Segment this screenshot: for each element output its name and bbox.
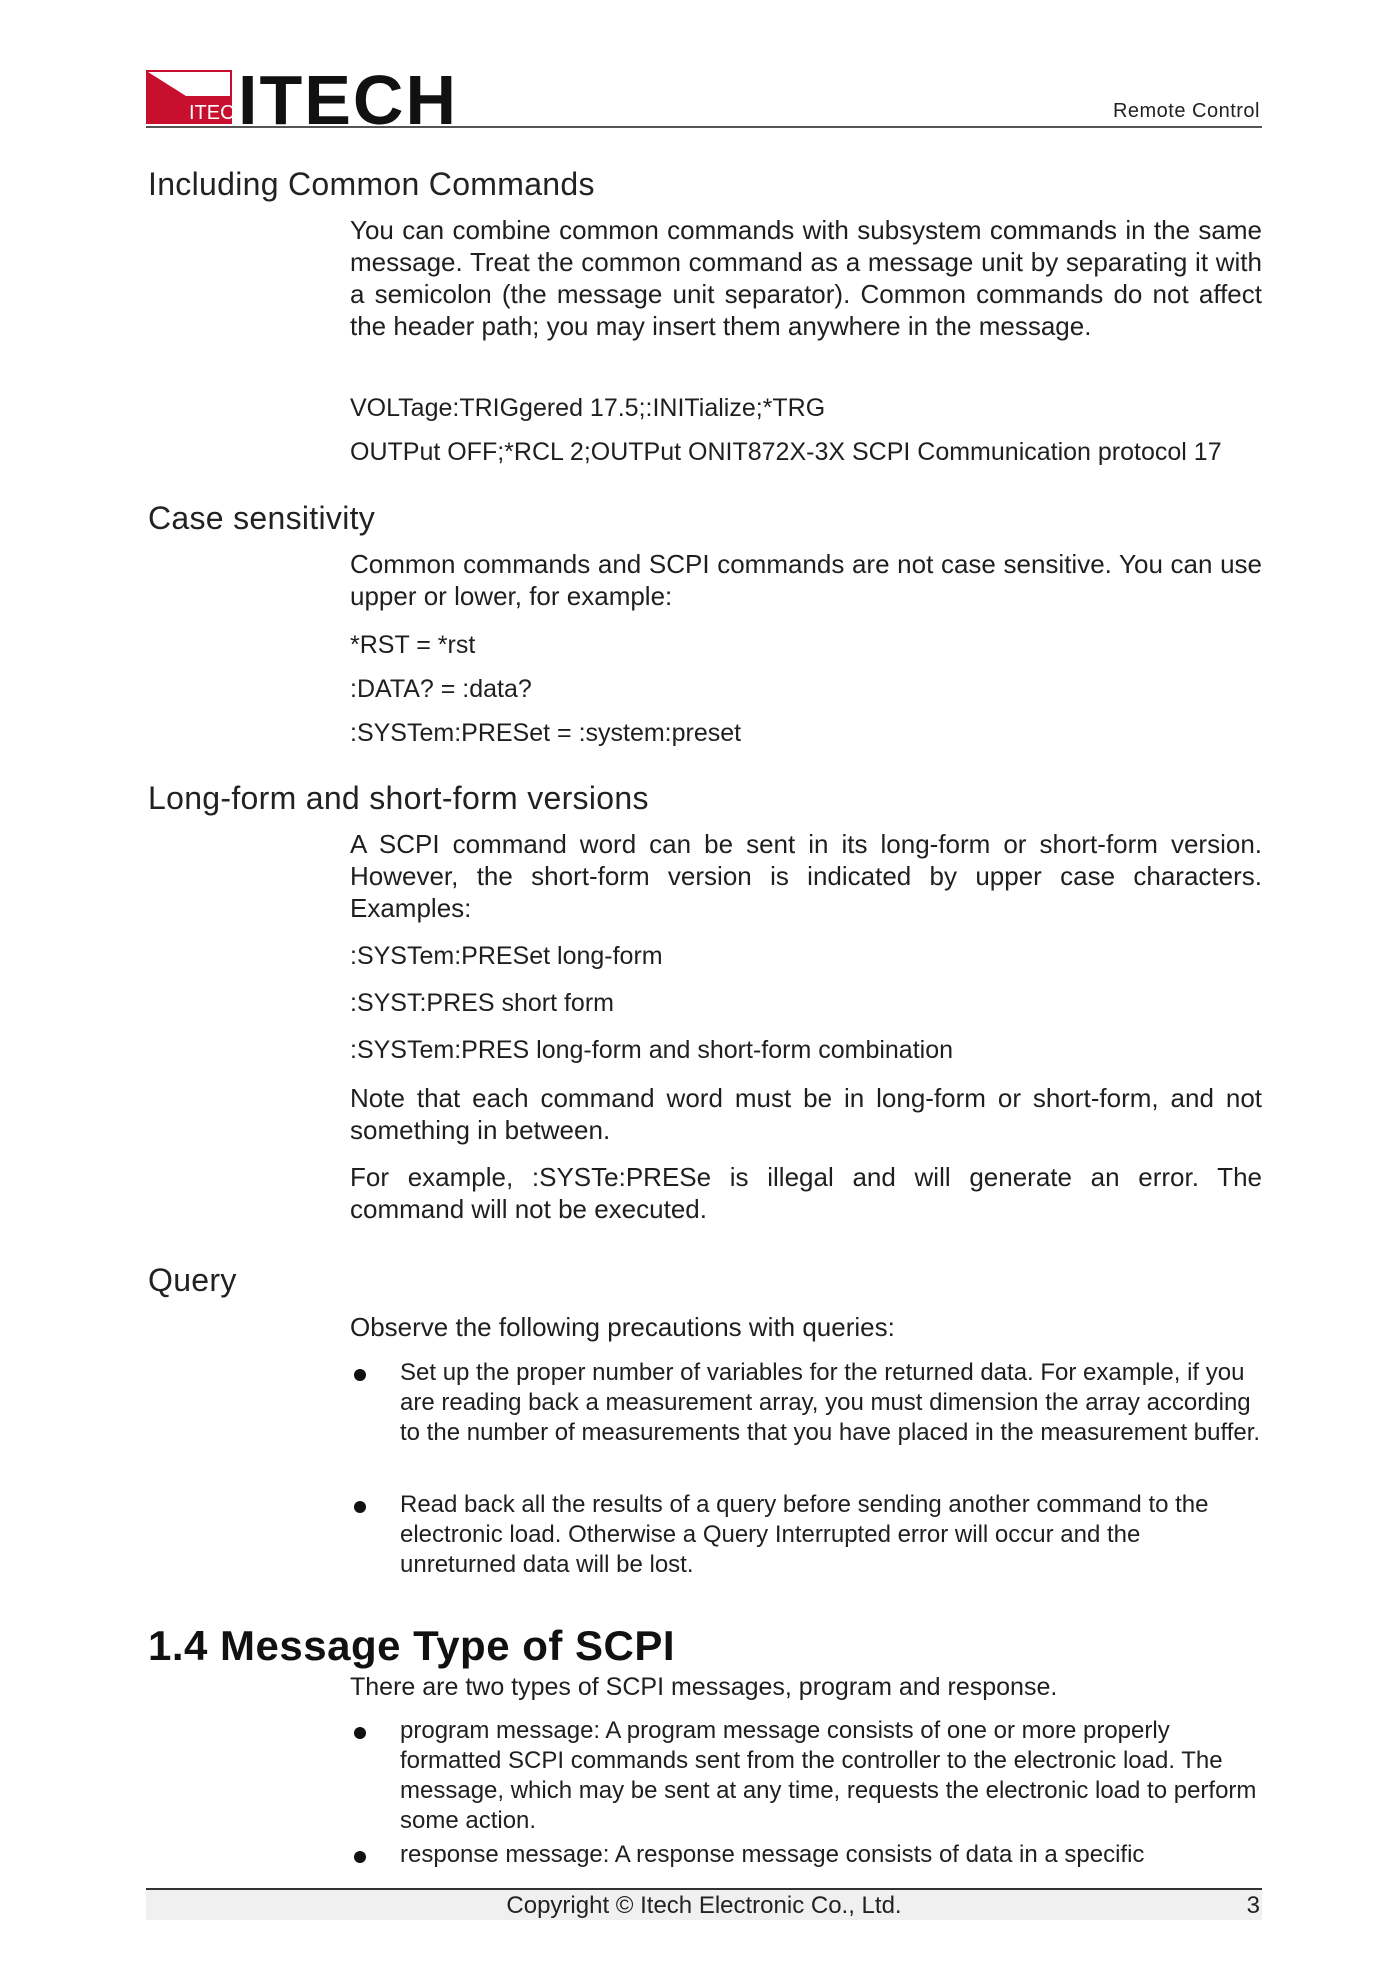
query-intro: Observe the following precautions with queries: <box>350 1312 895 1342</box>
bullet-icon <box>354 1369 366 1381</box>
heading-query: Query <box>148 1262 237 1298</box>
forms-illegal-example: For example, :SYSTe:PRESe is illegal and will generate an error. The command will not be executed. <box>350 1162 1262 1224</box>
bullet-icon <box>354 1727 366 1739</box>
logo-badge-text: ITECH <box>189 102 249 124</box>
footer-copyright: Copyright © Itech Electronic Co., Ltd. <box>506 1892 902 1919</box>
page-number: 3 <box>1246 1892 1260 1919</box>
common-example-2: OUTPut OFF;*RCL 2;OUTPut ONIT872X-3X SCPI Communication protocol 17 <box>350 438 1222 466</box>
header-divider <box>146 126 1262 128</box>
header-section-title: Remote Control <box>1112 100 1260 122</box>
message-type-intro: There are two types of SCPI messages, program and response. <box>350 1673 1058 1701</box>
bullet-icon <box>354 1851 366 1863</box>
forms-paragraph: A SCPI command word can be sent in its long-form or short-form version. However, the short-form version is indicated by upper case characters. Examples: <box>350 829 1262 923</box>
case-example-2: :DATA? = :data? <box>350 675 532 703</box>
forms-example-1: :SYSTem:PRESet long-form <box>350 942 663 970</box>
message-bullet-2: response message: A response message consists of data in a specific <box>400 1841 1145 1868</box>
heading-long-short-form: Long-form and short-form versions <box>148 780 649 816</box>
case-example-3: :SYSTem:PRESet = :system:preset <box>350 719 742 747</box>
common-example-1: VOLTage:TRIGgered 17.5;:INITialize;*TRG <box>350 394 826 422</box>
forms-note: Note that each command word must be in long-form or short-form, and not something in between. <box>350 1083 1262 1145</box>
query-bullet-1: Set up the proper number of variables for the returned data. For example, if you are reading back a measurement array, you must dimension the array according to the number of measurements that you have placed in the measurement buffer. <box>400 1359 1261 1446</box>
heading-case-sensitivity: Case sensitivity <box>148 500 376 536</box>
case-example-1: *RST = *rst <box>350 631 476 659</box>
query-bullet-2: Read back all the results of a query before sending another command to the electronic load. Otherwise a Query Interrupted error will occur and the unreturned data will be lost. <box>400 1491 1209 1578</box>
common-commands-paragraph: You can combine common commands with subsystem commands in the same message. Treat the common command as a message unit by separating it with a semicolon (the message unit separator). Common commands do not affect the header path; you may insert them anywhere in the message. <box>350 215 1262 341</box>
logo-wordmark: ITECH <box>238 66 456 128</box>
itech-logo <box>146 66 456 128</box>
forms-example-3: :SYSTem:PRES long-form and short-form combination <box>350 1036 954 1064</box>
case-sensitivity-paragraph: Common commands and SCPI commands are not case sensitive. You can use upper or lower, for example: <box>350 549 1262 611</box>
forms-example-2: :SYST:PRES short form <box>350 989 614 1017</box>
heading-message-type: 1.4 Message Type of SCPI <box>148 1622 676 1669</box>
bullet-icon <box>354 1501 366 1513</box>
message-bullet-1: program message: A program message consists of one or more properly formatted SCPI commands sent from the controller to the electronic load. The message, which may be sent at any time, requests the electronic load to perform some action. <box>400 1717 1257 1834</box>
heading-common-commands: Including Common Commands <box>148 166 595 202</box>
